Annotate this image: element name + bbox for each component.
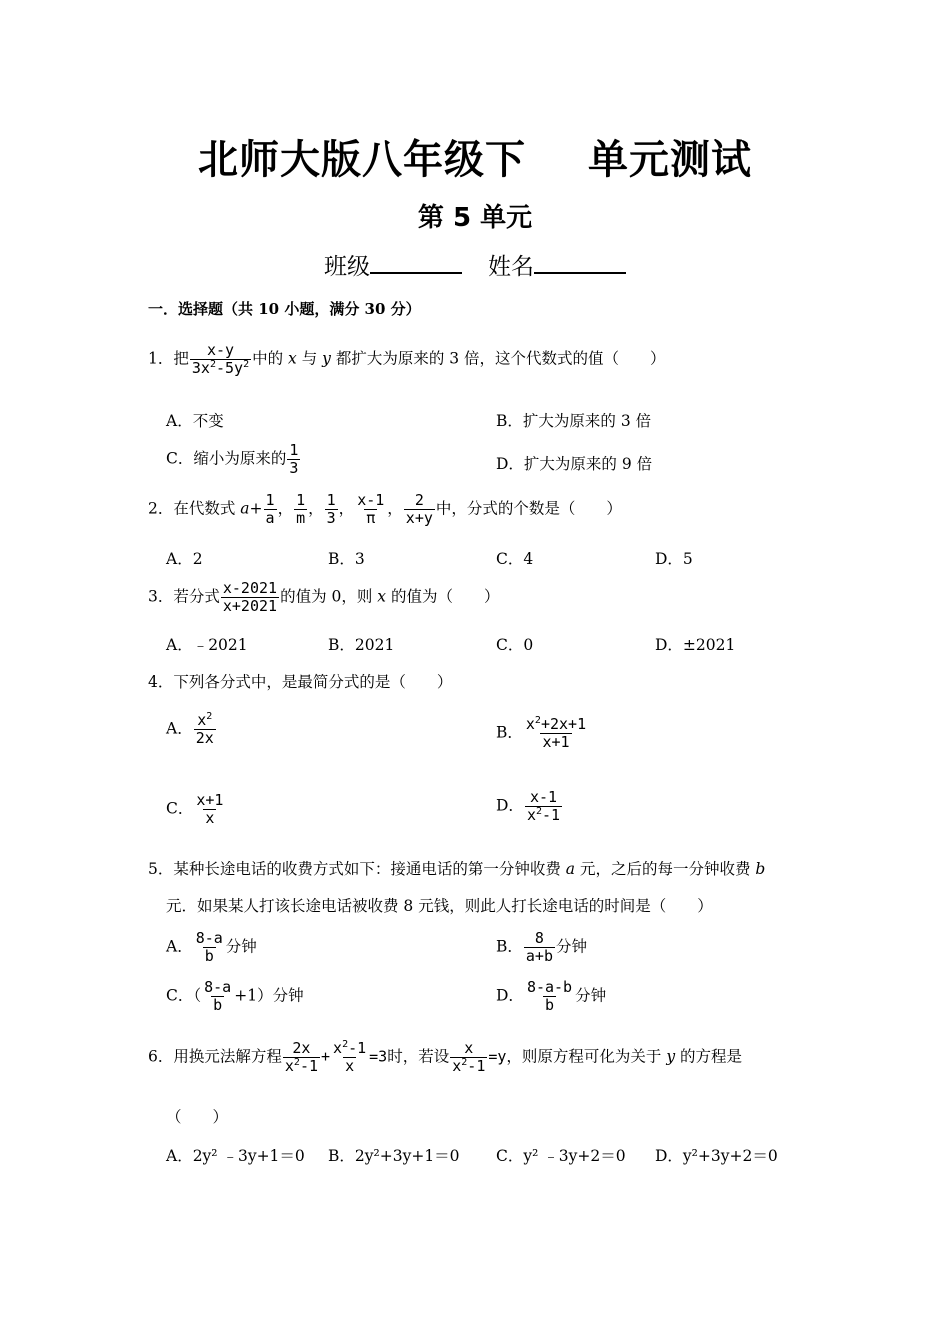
q4-option-c[interactable]: C． $\frac{x+1}{x}$	[166, 791, 224, 827]
q3-option-c[interactable]: C．0	[496, 636, 534, 654]
q5-option-c[interactable]: C．（ $\frac{8-a}{b}$ +1）分钟	[166, 978, 304, 1014]
q6-option-c[interactable]: C．y² ﹣3y+2＝0	[496, 1147, 626, 1165]
section-heading: 一．选择题（共 10 小题，满分 30 分）	[148, 300, 421, 318]
question-5-line-2: 元．如果某人打该长途电话被收费 8 元钱，则此人打长途电话的时间是（ ）	[166, 897, 713, 915]
q1-option-b[interactable]: B．扩大为原来的 3 倍	[496, 412, 652, 430]
question-3-stem: 3．若分式 $\frac{x-2021}{x+2021}$ 的值为 0，则 x 的值为（ ）	[148, 579, 500, 615]
q6-option-d[interactable]: D．y²+3y+2＝0	[655, 1147, 778, 1165]
q2-option-d[interactable]: D．5	[655, 550, 693, 568]
q2-option-b[interactable]: B．3	[328, 550, 365, 568]
name-label: 姓名	[488, 254, 534, 280]
name-blank[interactable]	[534, 250, 626, 274]
question-2-stem: 2．在代数式 a+ $\frac{1}{a}$ ， $\frac{1}{m}$ ， $\frac{1}{3}$ ， $\frac{x-1}{\pi}$ ， $\frac{2}{x+y}$ 中，分式的个数是（ ）	[148, 491, 622, 527]
question-6-paren: （ ）	[166, 1108, 229, 1126]
q2-option-c[interactable]: C．4	[496, 550, 534, 568]
q1-option-a[interactable]: A．不变	[166, 412, 224, 430]
q5-option-d[interactable]: D． $\frac{8-a-b}{b}$ 分钟	[496, 978, 607, 1014]
q3-option-b[interactable]: B．2021	[328, 636, 395, 654]
q3-option-a[interactable]: A．﹣2021	[166, 636, 248, 654]
title-part-a: 北师大版八年级下	[198, 137, 526, 183]
q1-fraction: $\frac{x-y}{3x^2-5y^2}$	[191, 341, 250, 377]
q6-option-a[interactable]: A．2y² ﹣3y+1＝0	[166, 1147, 305, 1165]
q5-option-a[interactable]: A． $\frac{8-a}{b}$ 分钟	[166, 929, 257, 965]
page-title	[0, 128, 950, 185]
question-4-stem: 4．下列各分式中，是最简分式的是（ ）	[148, 673, 453, 691]
class-name-line	[0, 248, 950, 281]
question-1-stem: 1．把 $\frac{x-y}{3x^2-5y^2}$ 中的 x 与 y 都扩大为原来的 3 倍，这个代数式的值（ ）	[148, 341, 666, 377]
q6-option-b[interactable]: B．2y²+3y+1＝0	[328, 1147, 460, 1165]
q4-option-a[interactable]: A． $\frac{x^2}{2x}$	[166, 711, 214, 747]
class-blank[interactable]	[370, 250, 462, 274]
q1-option-c[interactable]: C．缩小为原来的 $\frac{1}{3}$	[166, 441, 299, 477]
q3-option-d[interactable]: D．±2021	[655, 636, 736, 654]
page-subtitle: 第 5 单元	[417, 203, 533, 233]
question-6-stem: 6．用换元法解方程 $\frac{2x}{x^2-1}$ + $\frac{x^2-1}{x}$ =3时，若设 $\frac{x}{x^2-1}$ =y，则原方程可化为关于 y 的方程是	[148, 1039, 743, 1075]
q1-option-d[interactable]: D．扩大为原来的 9 倍	[496, 455, 653, 473]
q4-option-d[interactable]: D． $\frac{x-1}{x^2-1}$	[496, 788, 561, 824]
q4-option-b[interactable]: B． $\frac{x^2+2x+1}{x+1}$	[496, 715, 587, 751]
question-5-line-1: 5．某种长途电话的收费方式如下：接通电话的第一分钟收费 a 元，之后的每一分钟收费 b	[148, 860, 766, 878]
class-label: 班级	[324, 254, 370, 280]
title-part-b: 单元测试	[588, 137, 752, 183]
q5-option-b[interactable]: B． $\frac{8}{a+b}$ 分钟	[496, 929, 587, 965]
q2-option-a[interactable]: A．2	[166, 550, 203, 568]
